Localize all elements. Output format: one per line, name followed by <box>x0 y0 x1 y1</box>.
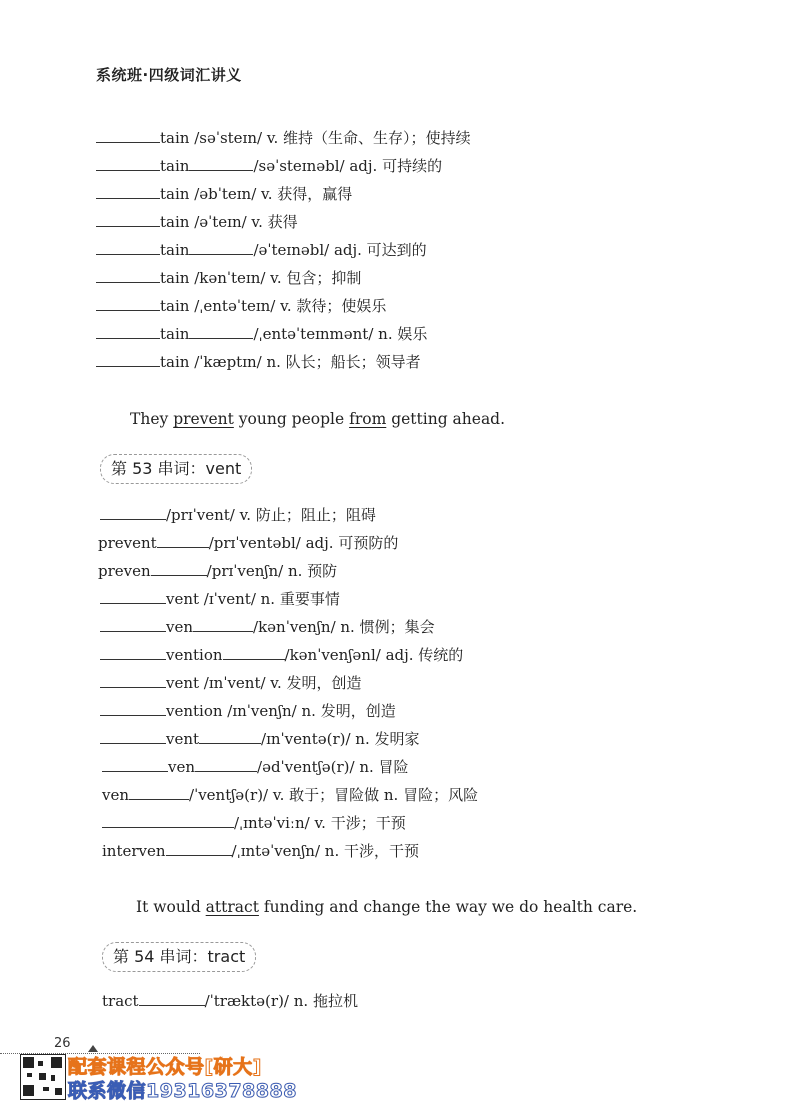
word-entry: /ˌɪntəˈviːn/ v. 干涉；干预 <box>234 814 406 832</box>
word-row <box>96 351 421 373</box>
word-row <box>102 812 406 834</box>
sentence-text: getting ahead. <box>386 410 506 428</box>
word-entry: tain /əˈteɪn/ v. 获得 <box>160 213 298 231</box>
word-entry: tain <box>160 241 190 259</box>
fill-in-blank[interactable] <box>100 644 166 660</box>
word-entry: /ˌentəˈteɪnmənt/ n. 娱乐 <box>253 325 428 343</box>
document-header: 系统班·四级词汇讲义 <box>96 66 242 84</box>
word-row <box>100 700 396 722</box>
word-row <box>100 616 435 638</box>
fill-in-blank[interactable] <box>189 155 253 171</box>
page-number: 26 <box>54 1036 71 1051</box>
fill-in-blank[interactable] <box>166 840 232 856</box>
fill-in-blank[interactable] <box>199 728 261 744</box>
word-entry: vent /ɪnˈvent/ v. 发明，创造 <box>166 674 362 692</box>
fill-in-blank[interactable] <box>96 183 160 199</box>
fill-in-blank[interactable] <box>96 239 160 255</box>
fill-in-blank[interactable] <box>96 323 160 339</box>
word-row <box>102 840 419 862</box>
fill-in-blank[interactable] <box>100 700 166 716</box>
underlined-word: from <box>349 410 387 428</box>
sentence-text: funding and change the way we do health care. <box>258 898 638 916</box>
fill-in-blank[interactable] <box>193 616 253 632</box>
word-entry: /ˈtræktə(r)/ n. 拖拉机 <box>204 992 358 1010</box>
fill-in-blank[interactable] <box>157 532 209 548</box>
word-row <box>102 784 478 806</box>
fill-in-blank[interactable] <box>96 295 160 311</box>
word-entry: /səˈsteɪnəbl/ adj. 可持续的 <box>253 157 443 175</box>
word-entry: vention /ɪnˈvenʃn/ n. 发明，创造 <box>166 702 396 720</box>
word-row <box>98 532 398 554</box>
word-row <box>96 211 298 233</box>
fill-in-blank[interactable] <box>189 239 253 255</box>
promo-line-course: 配套课程公众号[研大] <box>68 1056 262 1078</box>
underlined-word: prevent <box>173 410 234 428</box>
page-marker-icon <box>88 1045 98 1052</box>
word-entry: ven <box>166 618 194 636</box>
fill-in-blank[interactable] <box>96 211 160 227</box>
word-entry: ven <box>168 758 196 776</box>
word-entry: /ədˈventʃə(r)/ n. 冒险 <box>257 758 409 776</box>
fill-in-blank[interactable] <box>100 588 166 604</box>
word-prefix: preven <box>98 562 151 580</box>
qr-code-icon <box>20 1054 66 1100</box>
fill-in-blank[interactable] <box>100 504 166 520</box>
sentence-text: They <box>130 410 174 428</box>
word-row <box>102 990 358 1012</box>
fill-in-blank[interactable] <box>151 560 207 576</box>
word-entry: /ɪnˈventə(r)/ n. 发明家 <box>261 730 420 748</box>
word-entry: tain /səˈsteɪn/ v. 维持（生命、生存）；使持续 <box>160 129 471 147</box>
word-row <box>100 644 463 666</box>
word-row <box>100 728 420 750</box>
word-prefix: tract <box>102 992 139 1010</box>
word-prefix: prevent <box>98 534 157 552</box>
word-row <box>98 560 337 582</box>
fill-in-blank[interactable] <box>96 127 160 143</box>
word-entry: /ˌɪntəˈvenʃn/ n. 干涉，干预 <box>231 842 419 860</box>
word-entry: /prɪˈvent/ v. 防止；阻止；阻碍 <box>166 506 376 524</box>
word-row <box>96 295 386 317</box>
fill-in-blank[interactable] <box>195 756 257 772</box>
word-entry: tain /əbˈteɪn/ v. 获得，赢得 <box>160 185 353 203</box>
sentence-text: young people <box>233 410 350 428</box>
word-row <box>96 267 361 289</box>
fill-in-blank[interactable] <box>100 728 166 744</box>
fill-in-blank[interactable] <box>102 756 168 772</box>
word-entry: tain /ˌentəˈteɪn/ v. 款待；使娱乐 <box>160 297 387 315</box>
section-heading-53: 第 53 串词：vent <box>100 454 252 484</box>
word-entry: /ˈventʃə(r)/ v. 敢于；冒险做 n. 冒险；风险 <box>189 786 479 804</box>
fill-in-blank[interactable] <box>223 644 285 660</box>
example-sentence-attract <box>136 896 637 918</box>
word-prefix: interven <box>102 842 166 860</box>
word-entry: vention <box>166 646 223 664</box>
word-entry: tain <box>160 157 190 175</box>
promo-line-contact: 联系微信19316378888 <box>68 1080 297 1102</box>
fill-in-blank[interactable] <box>96 267 160 283</box>
fill-in-blank[interactable] <box>189 323 253 339</box>
fill-in-blank[interactable] <box>96 351 160 367</box>
sentence-text: It would <box>136 898 206 916</box>
fill-in-blank[interactable] <box>96 155 160 171</box>
fill-in-blank[interactable] <box>129 784 189 800</box>
example-sentence-prevent <box>130 408 505 430</box>
word-row <box>96 127 471 149</box>
underlined-word: attract <box>205 898 259 916</box>
word-entry: vent /ɪˈvent/ n. 重要事情 <box>166 590 340 608</box>
word-entry: tain /kənˈteɪn/ v. 包含；抑制 <box>160 269 362 287</box>
word-row <box>96 183 352 205</box>
word-row <box>100 504 376 526</box>
word-row <box>100 672 362 694</box>
word-entry: vent <box>166 730 200 748</box>
word-prefix: ven <box>102 786 130 804</box>
word-row <box>96 323 427 345</box>
word-row <box>102 756 409 778</box>
word-entry: /kənˈvenʃn/ n. 惯例；集会 <box>253 618 435 636</box>
word-entry: tain <box>160 325 190 343</box>
fill-in-blank[interactable] <box>139 990 205 1006</box>
fill-in-blank[interactable] <box>102 812 234 828</box>
word-row <box>100 588 340 610</box>
word-entry: /kənˈvenʃənl/ adj. 传统的 <box>284 646 464 664</box>
fill-in-blank[interactable] <box>100 672 166 688</box>
word-entry: /prɪˈvenʃn/ n. 预防 <box>206 562 338 580</box>
word-entry: /prɪˈventəbl/ adj. 可预防的 <box>208 534 399 552</box>
section-heading-54: 第 54 串词：tract <box>102 942 256 972</box>
word-entry: tain /ˈkæptɪn/ n. 队长；船长；领导者 <box>160 353 421 371</box>
word-row <box>96 155 442 177</box>
word-row <box>96 239 427 261</box>
fill-in-blank[interactable] <box>100 616 166 632</box>
word-entry: /əˈteɪnəbl/ adj. 可达到的 <box>253 241 427 259</box>
